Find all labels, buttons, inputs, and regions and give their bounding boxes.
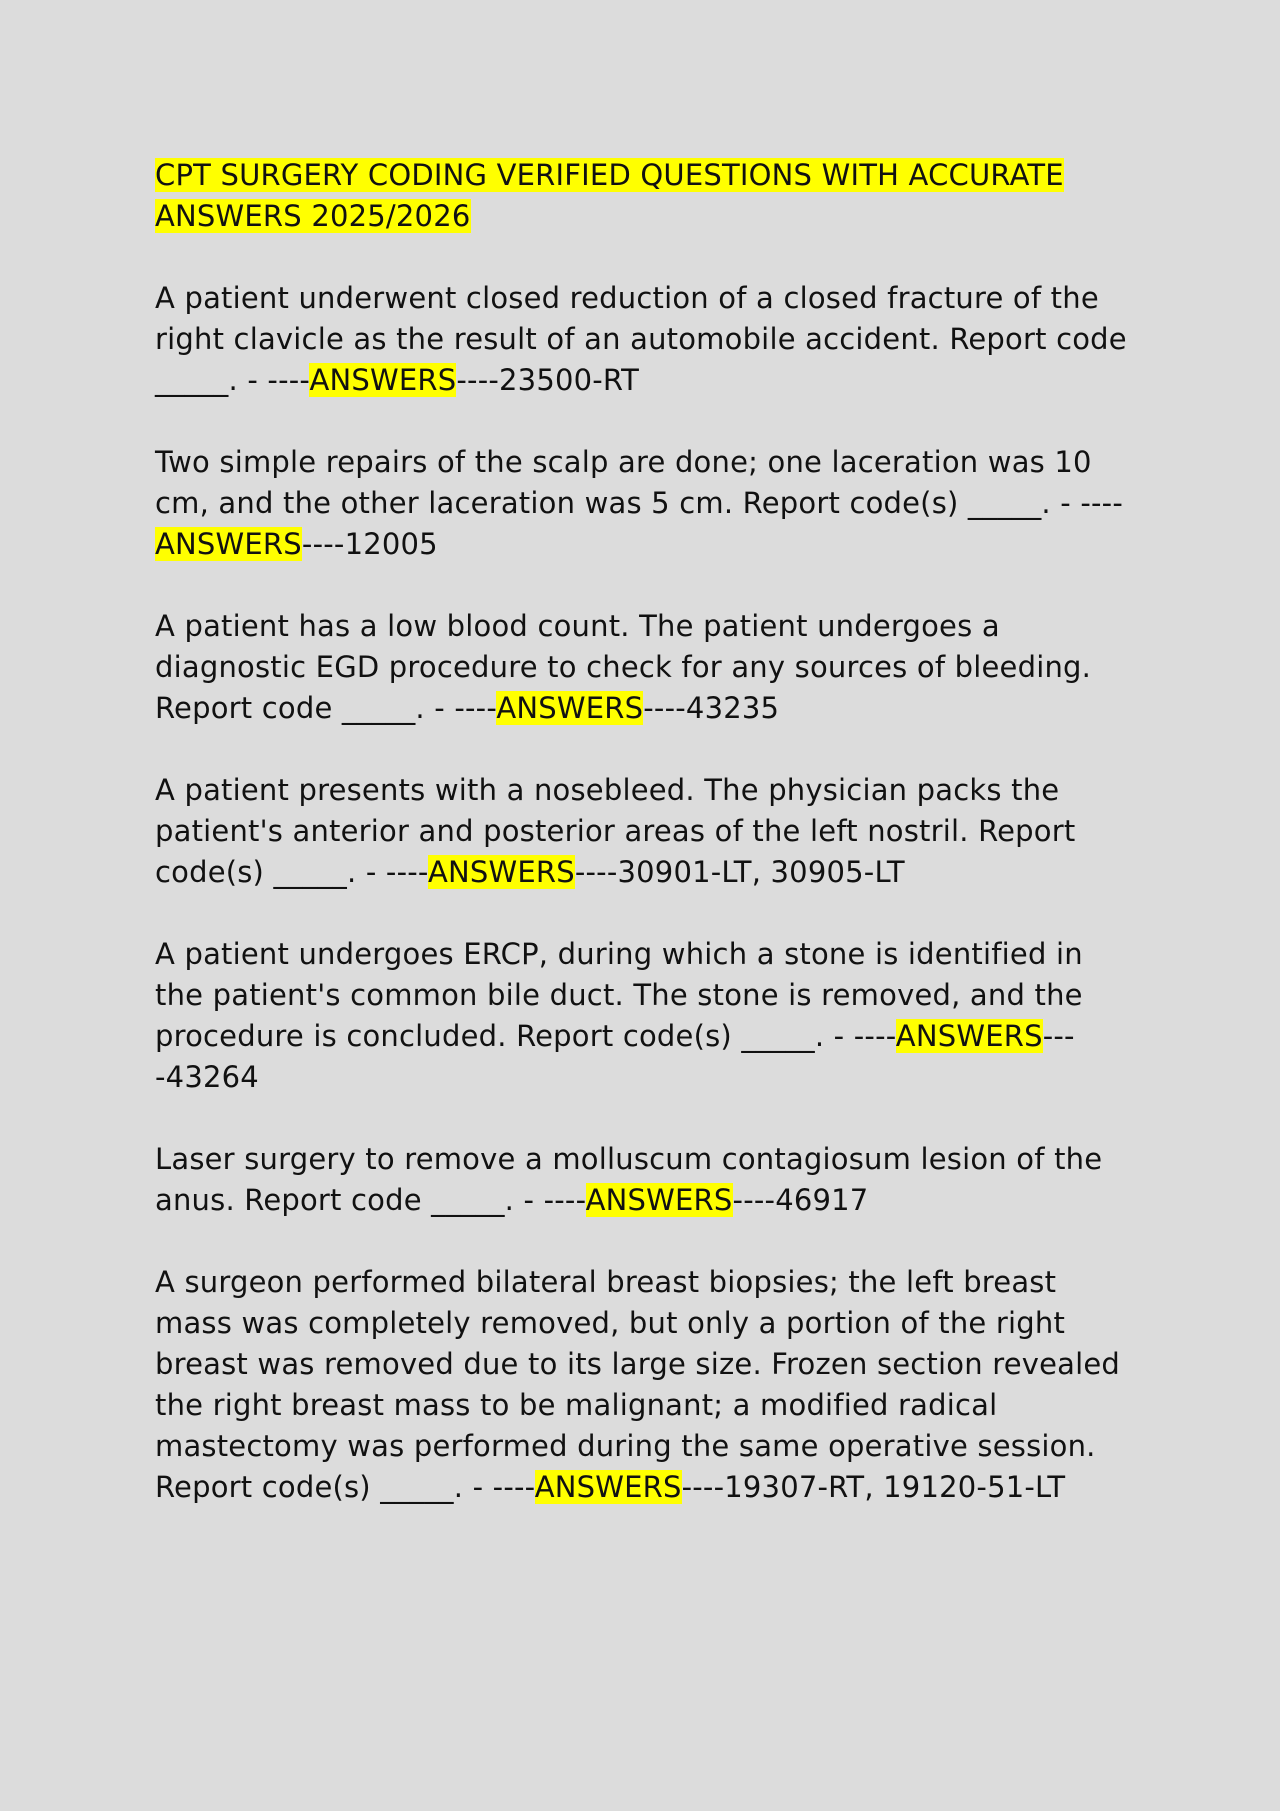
- qa-item: [155, 606, 1130, 729]
- question-text: A patient presents with a nosebleed. The physician packs the patient's anterior and posterior areas of the left nostril. Report code(s) _____. - ----: [155, 773, 1076, 889]
- question-text: A patient undergoes ERCP, during which a stone is identified in the patient's common bile duct. The stone is removed, and the procedure is concluded. Report code(s) _____. - ----: [155, 937, 1083, 1053]
- answer-code: ----43264: [155, 1019, 1075, 1094]
- document-title-text: CPT SURGERY CODING VERIFIED QUESTIONS WITH ACCURATE ANSWERS 2025/2026: [155, 158, 1064, 233]
- answers-label: ANSWERS: [496, 691, 644, 725]
- qa-list: [155, 278, 1130, 1508]
- qa-item: [155, 1139, 1130, 1221]
- answers-label: ANSWERS: [585, 1183, 733, 1217]
- qa-item: [155, 934, 1130, 1098]
- qa-item: [155, 442, 1130, 565]
- document-title: [155, 155, 1130, 237]
- answer-code: ----30901-LT, 30905-LT: [574, 855, 905, 889]
- answer-code: ----19307-RT, 19120-51-LT: [681, 1470, 1066, 1504]
- question-text: A patient underwent closed reduction of a closed fracture of the right clavicle as the result of an automobile accident. Report code _____. - ----: [155, 281, 1127, 397]
- question-text: A patient has a low blood count. The patient undergoes a diagnostic EGD procedure to check for any sources of bleeding. Report code _____. - ----: [155, 609, 1092, 725]
- answers-label: ANSWERS: [309, 363, 457, 397]
- answer-code: ----43235: [643, 691, 780, 725]
- qa-item: [155, 770, 1130, 893]
- question-text: Two simple repairs of the scalp are done; one laceration was 10 cm, and the other laceration was 5 cm. Report code(s) _____. - ----: [155, 445, 1123, 520]
- answer-code: ----12005: [301, 527, 438, 561]
- answers-label: ANSWERS: [427, 855, 575, 889]
- answer-code: ----46917: [732, 1183, 869, 1217]
- qa-item: [155, 1262, 1130, 1508]
- answers-label: ANSWERS: [895, 1019, 1043, 1053]
- qa-item: [155, 278, 1130, 401]
- question-text: Laser surgery to remove a molluscum contagiosum lesion of the anus. Report code _____. - ----: [155, 1142, 1103, 1217]
- answers-label: ANSWERS: [155, 527, 302, 561]
- answers-label: ANSWERS: [534, 1470, 682, 1504]
- answer-code: ----23500-RT: [456, 363, 640, 397]
- question-text: A surgeon performed bilateral breast biopsies; the left breast mass was completely removed, but only a portion of the right breast was removed due to its large size. Frozen section revealed the right breast mass to be malignant; a modified radical mastectomy was performed during the same operative session. Report code(s) _____. - ----: [155, 1265, 1121, 1504]
